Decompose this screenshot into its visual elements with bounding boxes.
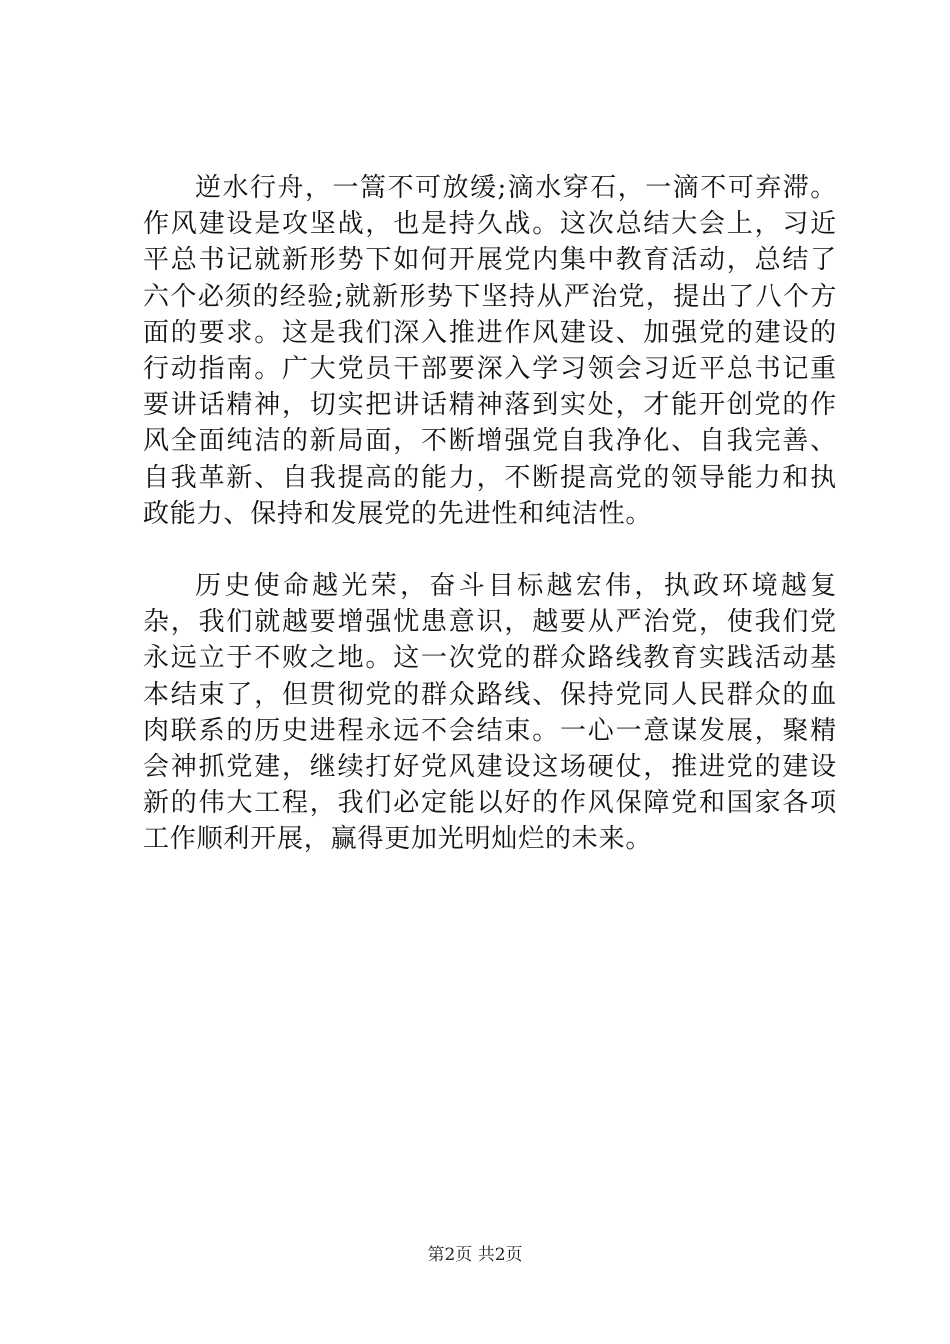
page-footer: 第2页 共2页: [427, 1245, 523, 1265]
paragraph-1: 逆水行舟，一篙不可放缓;滴水穿石，一滴不可弃滞。作风建设是攻坚战，也是持久战。这次总结大会上，习近平总书记就新形势下如何开展党内集中教育活动，总结了六个必须的经验;就新形势下坚持从严治党，提出了八个方面的要求。这是我们深入推进作风建设、加强党的建设的行动指南。广大党员干部要深入学习领会习近平总书记重要讲话精神，切实把讲话精神落到实处，才能开创党的作风全面纯洁的新局面，不断增强党自我净化、自我完善、自我革新、自我提高的能力，不断提高党的领导能力和执政能力、保持和发展党的先进性和纯洁性。: [143, 173, 837, 529]
document-body: [143, 170, 837, 858]
paragraph-2: 历史使命越光荣，奋斗目标越宏伟，执政环境越复杂，我们就越要增强忧患意识，越要从严治党，使我们党永远立于不败之地。这一次党的群众路线教育实践活动基本结束了，但贯彻党的群众路线、保持党同人民群众的血肉联系的历史进程永远不会结束。一心一意谋发展，聚精会神抓党建，继续打好党风建设这场硬仗，推进党的建设新的伟大工程，我们必定能以好的作风保障党和国家各项工作顺利开展，赢得更加光明灿烂的未来。: [143, 571, 837, 855]
